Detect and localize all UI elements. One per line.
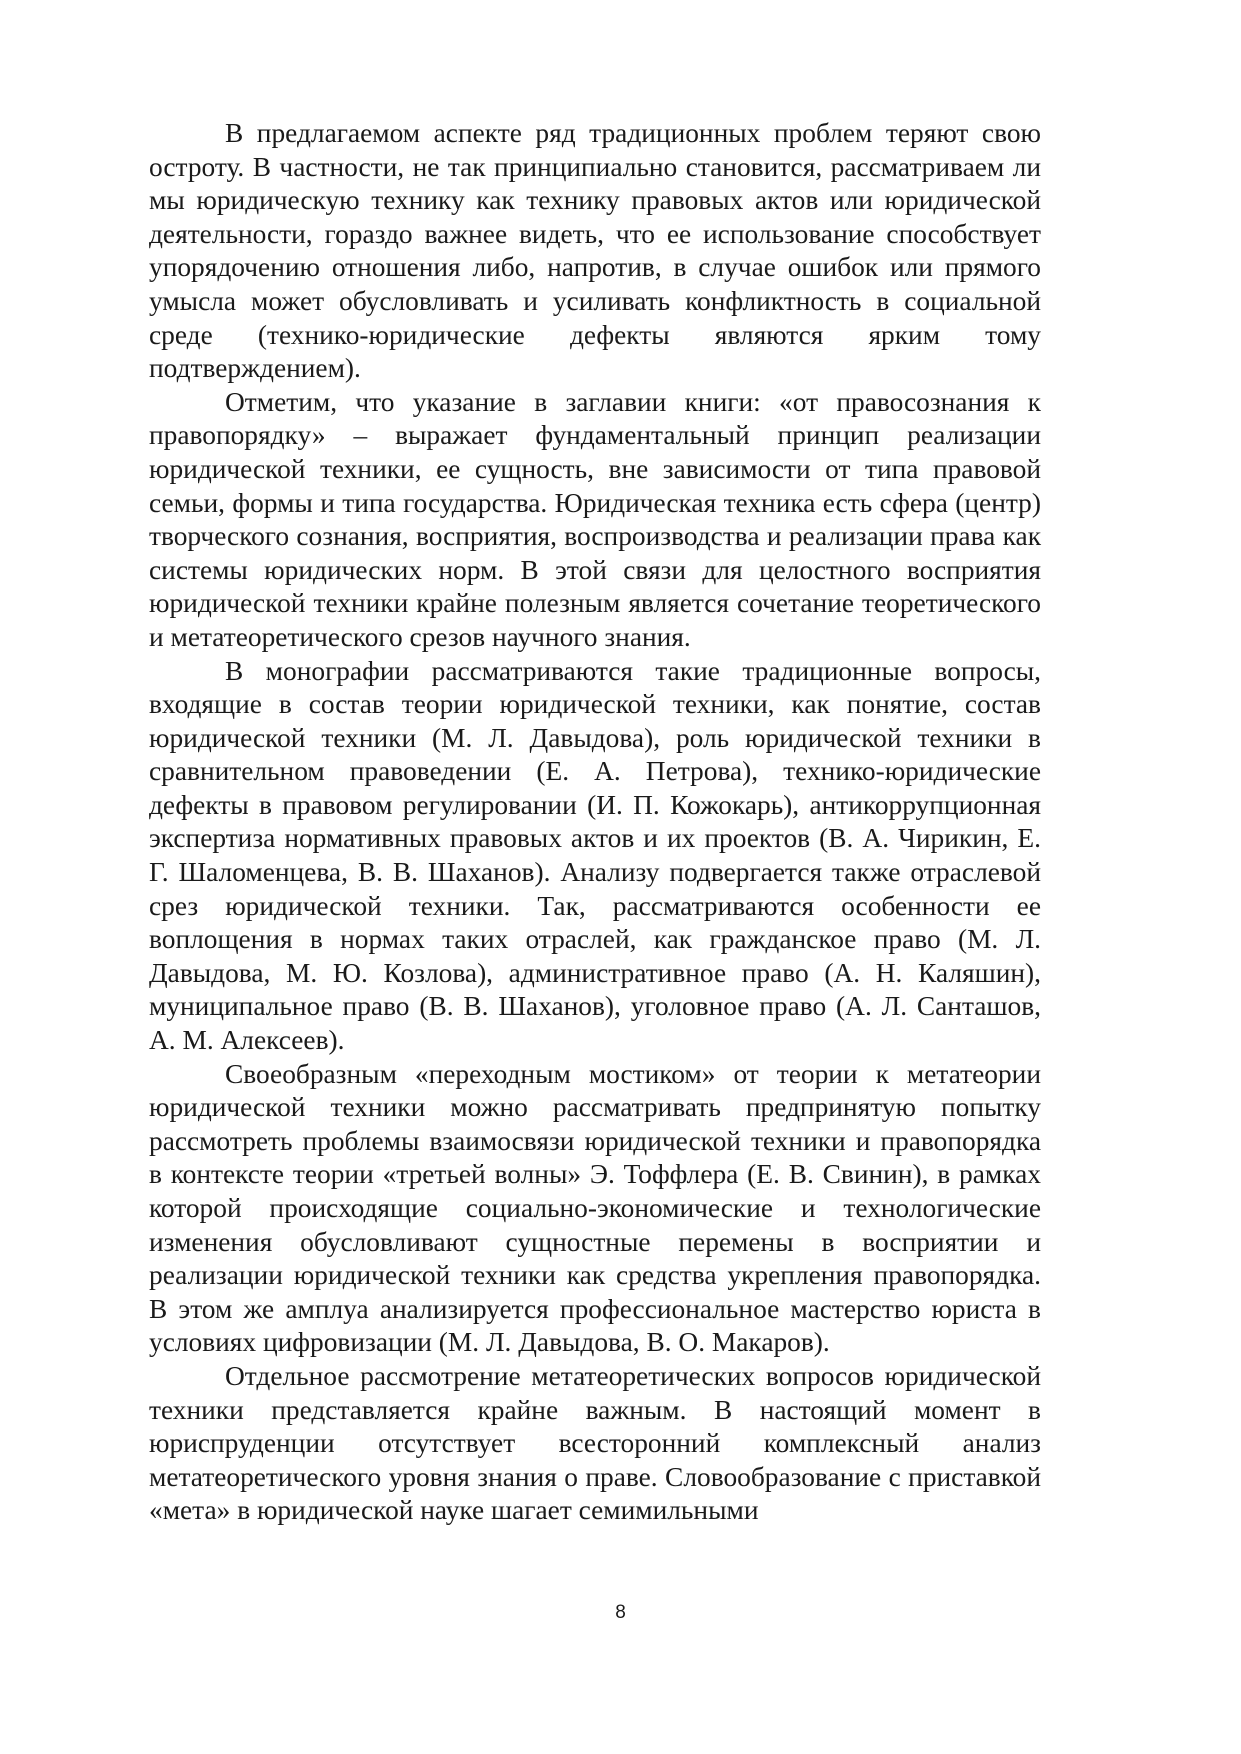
- paragraph-2: Отметим, что указание в заглавии книги: «от правосознания к правопорядку» – выражает фундаментальный принцип реализации юридической техники, ее сущность, вне зависимости от типа правовой семьи, формы и типа государства. Юридическая техника есть сфера (центр) творческого сознания, восприятия, воспроизводства и реализации права как системы юридических норм. В этой связи для целостного восприятия юридической техники крайне полезным является сочетание теоретического и метатеоретического срезов научного знания.: [149, 386, 1041, 652]
- body-text: [149, 117, 1041, 1528]
- paragraph-4: Своеобразным «переходным мостиком» от теории к метатеории юридической техники можно рассматривать предпринятую попытку рассмотреть проблемы взаимосвязи юридической техники и правопорядка в контексте теории «третьей волны» Э. Тоффлера (Е. В. Свинин), в рамках которой происходящие социально-экономические и технологические изменения обусловливают сущностные перемены в восприятии и реализации юридической техники как средства укрепления правопорядка. В этом же амплуа анализируется профессиональное мастерство юриста в условиях цифровизации (М. Л. Давыдова, В. О. Макаров).: [149, 1058, 1041, 1358]
- paragraph-3: В монографии рассматриваются такие традиционные вопросы, входящие в состав теории юридической техники, как понятие, состав юридической техники (М. Л. Давыдова), роль юридической техники в сравнительном правоведении (Е. А. Петрова), технико-юридические дефекты в правовом регулировании (И. П. Кожокарь), антикоррупционная экспертиза нормативных правовых актов и их проектов (В. А. Чирикин, Е. Г. Шаломенцева, В. В. Шаханов). Анализу подвергается также отраслевой срез юридической техники. Так, рассматриваются особенности ее воплощения в нормах таких отраслей, как гражданское право (М. Л. Давыдова, М. Ю. Козлова), административное право (А. Н. Каляшин), муниципальное право (В. В. Шаханов), уголовное право (А. Л. Санташов, А. М. Алексеев).: [149, 655, 1041, 1056]
- paragraph-1: В предлагаемом аспекте ряд традиционных проблем теряют свою остроту. В частности, не так принципиально становится, рассматриваем ли мы юридическую технику как технику правовых актов или юридической деятельности, гораздо важнее видеть, что ее использование способствует упорядочению отношения либо, напротив, в случае ошибок или прямого умысла может обусловливать и усиливать конфликтность в социальной среде (технико-юридические дефекты являются ярким тому подтверждением).: [149, 118, 1041, 384]
- paragraph-5: Отдельное рассмотрение метатеоретических вопросов юридической техники представляется крайне важным. В настоящий момент в юриспруденции отсутствует всесторонний комплексный анализ метатеоретического уровня знания о праве. Словообразование с приставкой «мета» в юридической науке шагает семимильными: [149, 1360, 1041, 1526]
- page-number: 8: [615, 1602, 626, 1623]
